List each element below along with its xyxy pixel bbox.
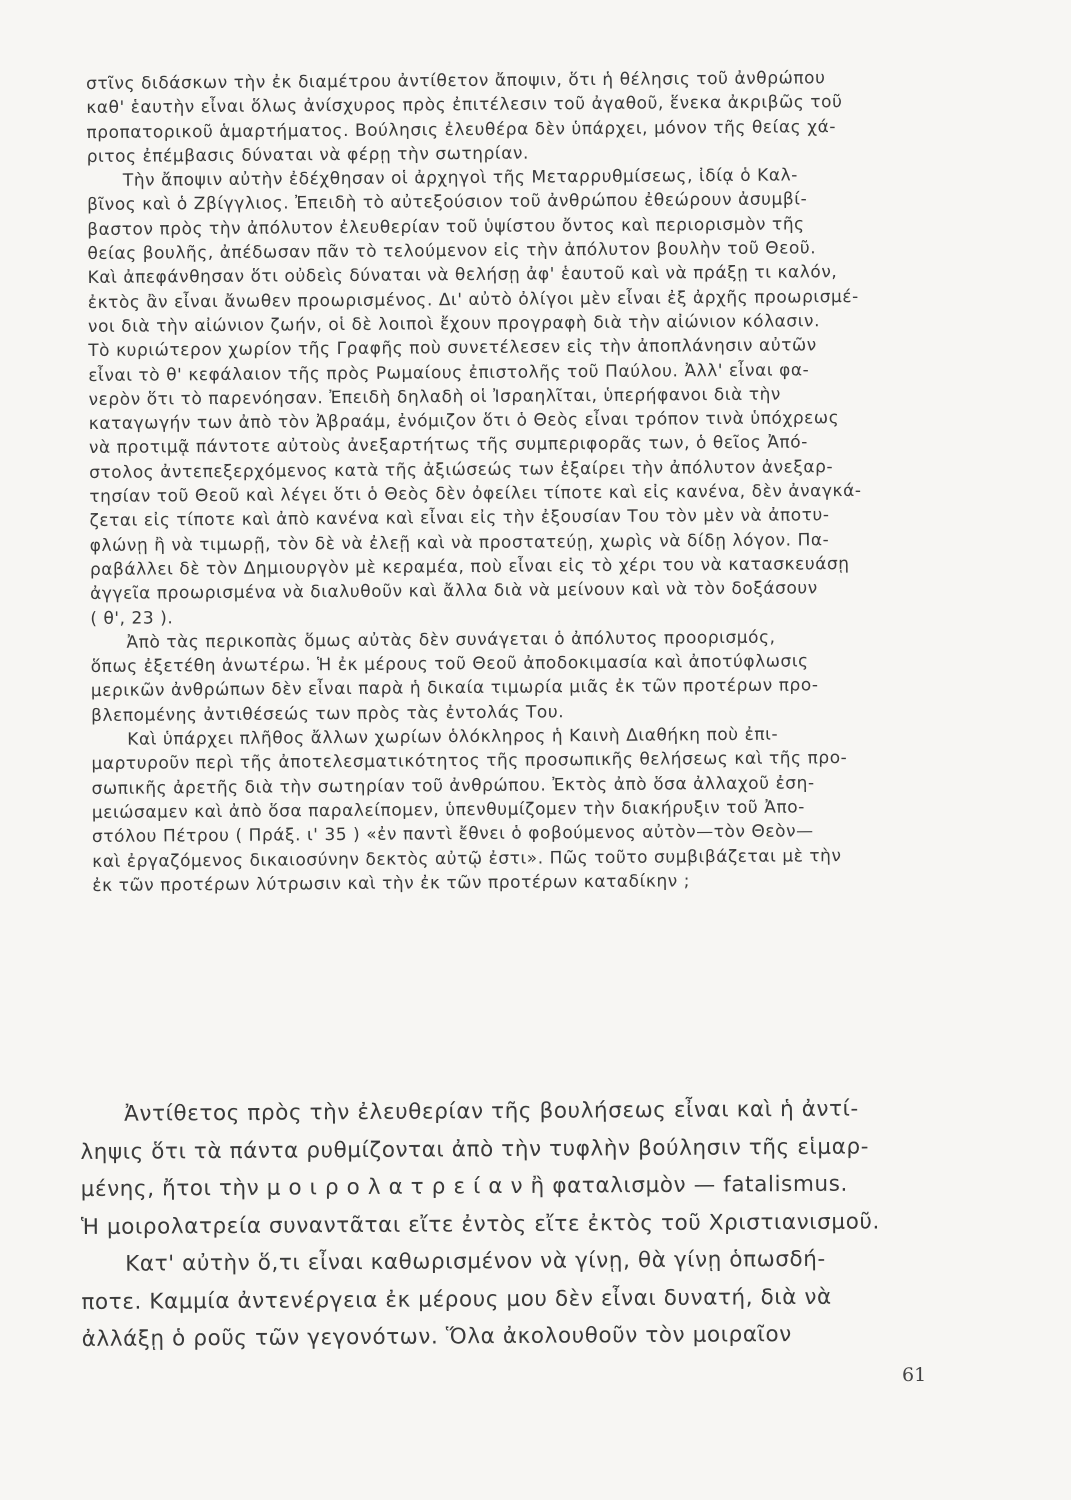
- text-line: θείας βουλῆς, ἀπέδωσαν πᾶν τὸ τελούμενον εἰς τὴν ἀπόλυτον βουλὴν τοῦ Θεοῦ.: [87, 238, 817, 265]
- text-line: ριτος ἐπέμβασις δύναται νὰ φέρῃ τὴν σωτηρίαν.: [86, 143, 530, 167]
- text-line: φλώνῃ ἢ νὰ τιμωρῇ, τὸν δὲ νὰ ἐλεῇ καὶ νὰ προστατεύῃ, χωρὶς νὰ δίδῃ λόγον. Πα-: [89, 529, 830, 556]
- text-line: μερικῶν ἀνθρώπων δὲν εἶναι παρὰ ἡ δικαία τιμωρία μιᾶς ἐκ τῶν προτέρων προ-: [90, 675, 819, 702]
- text-line: Καὶ ὑπάρχει πλῆθος ἄλλων χωρίων ὁλόκληρος ἡ Καινὴ Διαθήκη ποὺ ἐπι-: [127, 724, 779, 750]
- text-line: ὅπως ἐξετέθη ἀνωτέρω. Ἡ ἐκ μέρους τοῦ Θεοῦ ἀποδοκιμασία καὶ ἀποτύφλωσις: [90, 651, 809, 678]
- text-line: καὶ ἐργαζόμενος δικαιοσύνην δεκτὸς αὐτῷ ἐστι». Πῶς τοῦτο συμβιβάζεται μὲ τὴν: [92, 845, 842, 872]
- text-line: προπατορικοῦ ἁμαρτήματος. Βούλησις ἐλευθέρα δὲν ὑπάρχει, μόνον τῆς θείας χά-: [86, 116, 837, 143]
- page-number: 61: [902, 1364, 927, 1386]
- text-line: Ἡ μοιρολατρεία συναντᾶται εἴτε ἐντὸς εἴτε ἐκτὸς τοῦ Χριστιανισμοῦ.: [80, 1208, 880, 1240]
- text-line: ( θ', 23 ).: [90, 607, 174, 629]
- text-line: καθ' ἑαυτὴν εἶναι ὅλως ἀνίσχυρος πρὸς ἐπιτέλεσιν τοῦ ἀγαθοῦ, ἕνεκα ἀκριβῶς τοῦ: [86, 92, 843, 119]
- large-text-block: [80, 1090, 942, 1358]
- text-line: Ἀπὸ τὰς περικοπὰς ὅμως αὐτὰς δὲν συνάγεται ὁ ἀπόλυτος προορισμός,: [126, 627, 776, 653]
- text-line: καταγωγήν των ἀπὸ τὸν Ἀβραάμ, ἐνόμιζον ὅτι ὁ Θεὸς εἶναι τρόπον τινὰ ὑπόχρεως: [88, 408, 840, 435]
- text-line: Τὴν ἄποψιν αὐτὴν ἐδέχθησαν οἱ ἀρχηγοὶ τῆς Μεταρρυθμίσεως, ἰδίᾳ ὁ Καλ-: [122, 165, 798, 191]
- text-line: Κατ' αὐτὴν ὅ,τι εἶναι καθωρισμένον νὰ γίνῃ, θὰ γίνῃ ὁπωσδή-: [125, 1246, 826, 1277]
- text-line: νοι διὰ τὴν αἰώνιον ζωήν, οἱ δὲ λοιποὶ ἔχουν προγραφὴ διὰ τὴν αἰώνιον κόλασιν.: [87, 311, 821, 337]
- text-line: ποτε. Καμμία ἀντενέργεια ἐκ μέρους μου δὲν εἶναι δυνατή, διὰ νὰ: [81, 1284, 832, 1315]
- text-line: βῖνος καὶ ὁ Ζβίγγλιος. Ἐπειδὴ τὸ αὐτεξούσιον τοῦ ἀνθρώπου ἐθεώρουν ἀσυμβί-: [86, 189, 808, 216]
- text-line: Τὸ κυριώτερον χωρίον τῆς Γραφῆς ποὺ συνετέλεσεν εἰς τὴν ἀποπλάνησιν αὐτῶν: [88, 335, 817, 362]
- text-line: τησίαν τοῦ Θεοῦ καὶ λέγει ὅτι ὁ Θεὸς δὲν ὀφείλει τίποτε καὶ εἰς κανένα, δὲν ἀναγκά-: [89, 480, 862, 508]
- text-line: ἀγγεῖα προωρισμένα νὰ διαλυθοῦν καὶ ἄλλα διὰ νὰ μείνουν καὶ νὰ τὸν δοξάσουν: [90, 578, 818, 605]
- text-line: ἐκτὸς ἂν εἶναι ἄνωθεν προωρισμένος. Δι' αὐτὸ ὀλίγοι μὲν εἶναι ἐξ ἀρχῆς προωρισμέ-: [87, 286, 859, 313]
- text-line: ληψις ὅτι τὰ πάντα ρυθμίζονται ἀπὸ τὴν τυφλὴν βούλησιν τῆς εἱμαρ-: [80, 1133, 870, 1165]
- small-text-block: [86, 66, 914, 899]
- text-line: νὰ προτιμᾷ πάντοτε αὐτοὺς ἀνεξαρτήτως τῆς συμπεριφορᾶς των, ὁ θεῖος Ἀπό-: [88, 432, 808, 459]
- text-line: ραβάλλει δὲ τὸν Δημιουργὸν μὲ κεραμέα, ποὺ εἶναι εἰς τὸ χέρι του νὰ κατασκευάσῃ: [89, 553, 850, 580]
- text-line: βαστον πρὸς τὴν ἀπόλυτον ἐλευθερίαν τοῦ ὑψίστου ὄντος καὶ περιορισμὸν τῆς: [87, 214, 805, 240]
- text-line: σωπικῆς ἀρετῆς διὰ τὴν σωτηρίαν τοῦ ἀνθρώπου. Ἐκτὸς ἀπὸ ὅσα ἀλλαχοῦ ἐση-: [91, 772, 815, 799]
- text-line: ἐκ τῶν προτέρων λύτρωσιν καὶ τὴν ἐκ τῶν προτέρων καταδίκην ;: [92, 871, 691, 896]
- text-line: ζεται εἰς τίποτε καὶ ἀπὸ κανένα καὶ εἶναι εἰς τὴν ἐξουσίαν Του τὸν μὲν νὰ ἀποτυ-: [89, 505, 830, 532]
- text-line: νερὸν ὅτι τὸ παρενόησαν. Ἐπειδὴ δηλαδὴ οἱ Ἰσραηλῖται, ὑπερήφανοι διὰ τὴν: [88, 384, 782, 410]
- text-line: εἶναι τὸ θ' κεφάλαιον τῆς πρὸς Ρωμαίους ἐπιστολῆς τοῦ Παύλου. Ἀλλ' εἶναι φα-: [88, 359, 810, 386]
- text-line: Καὶ ἀπεφάνθησαν ὅτι οὐδεὶς δύναται νὰ θελήσῃ ἀφ' ἑαυτοῦ καὶ νὰ πράξῃ τι καλόν,: [87, 262, 838, 289]
- text-line: μαρτυροῦν περὶ τῆς ἀποτελεσματικότητος τῆς προσωπικῆς θελήσεως καὶ τῆς προ-: [91, 748, 848, 775]
- text-line: μένης, ἤτοι τὴν μ ο ι ρ ο λ α τ ρ ε ί α ν ἢ φαταλισμὸν — fatalismus.: [80, 1171, 848, 1202]
- text-line: στολος ἀντεπεξερχόμενος κατὰ τῆς ἀξιώσεώς των ἐξαίρει τὴν ἀπόλυτον ἀνεξαρ-: [89, 456, 834, 483]
- text-line: βλεπομένης ἀντιθέσεώς των πρὸς τὰς ἐντολάς Του.: [90, 701, 565, 726]
- text-line: στόλου Πέτρου ( Πράξ. ι' 35 ) «ἐν παντὶ ἔθνει ὁ φοβούμενος αὐτὸν—τὸν Θεὸν—: [91, 821, 814, 848]
- text-line: μειώσαμεν καὶ ἀπὸ ὅσα παραλείπομεν, ὑπενθυμίζομεν τὴν διακήρυξιν τοῦ Ἀπο-: [91, 797, 805, 823]
- text-line: στῖνς διδάσκων τὴν ἐκ διαμέτρου ἀντίθετον ἄποψιν, ὅτι ἡ θέλησις τοῦ ἀνθρώπου: [86, 68, 826, 94]
- text-line: ἀλλάξῃ ὁ ροῦς τῶν γεγονότων. Ὅλα ἀκολουθοῦν τὸν μοιραῖον: [81, 1322, 792, 1352]
- text-line: Ἀντίθετος πρὸς τὴν ἐλευθερίαν τῆς βουλήσεως εἶναι καὶ ἡ ἀντί-: [124, 1096, 859, 1127]
